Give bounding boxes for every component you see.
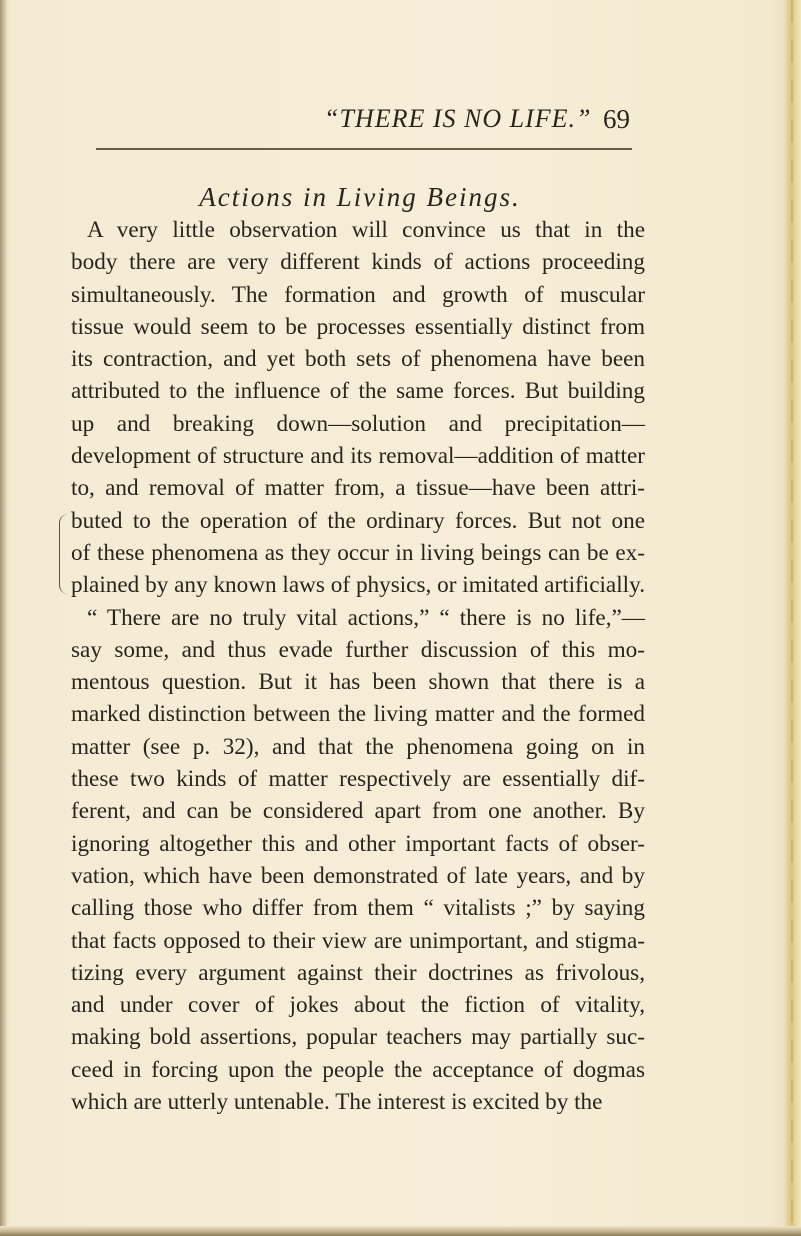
text-line: up and breaking down—solution and precipitation— [71, 410, 645, 437]
text-line: matter (see p. 32), and that the phenomena going on in [71, 733, 645, 760]
text-line: plained by any known laws of physics, or imitated artificially. [71, 572, 645, 599]
text-line: mentous question. But it has been shown that there is a [71, 669, 645, 696]
text-line: vation, which have been demonstrated of late years, and by [71, 862, 645, 889]
page-fore-edge [783, 0, 801, 1236]
text-line: ignoring altogether this and other important facts of obser- [71, 830, 645, 857]
text-line: “ There are no truly vital actions,” “ there is no life,”— [87, 604, 645, 631]
text-line: these two kinds of matter respectively are essentially dif- [71, 766, 645, 793]
text-line: making bold assertions, popular teachers may partially suc- [71, 1024, 645, 1051]
text-line: buted to the operation of the ordinary forces. But not one [71, 507, 645, 534]
header-rule [96, 148, 632, 150]
text-line: ferent, and can be considered apart from one another. By [71, 798, 645, 825]
margin-pencil-mark [59, 514, 68, 594]
page-bottom-edge [0, 1226, 801, 1236]
text-line: development of structure and its removal—addition of matter [71, 443, 645, 470]
text-line: say some, and thus evade further discussion of this mo- [71, 636, 645, 663]
text-line: body there are very different kinds of actions proceeding [71, 249, 645, 276]
body-text [71, 214, 645, 1118]
text-line: tissue would seem to be processes essentially distinct from [71, 313, 645, 340]
text-line: A very little observation will convince us that in the [87, 217, 645, 243]
section-heading: Actions in Living Beings. [199, 182, 521, 212]
page-number: 69 [603, 104, 630, 134]
text-line: that facts opposed to their view are unimportant, and stigma- [71, 927, 645, 954]
text-line: ceed in forcing upon the people the acceptance of dogmas [71, 1056, 645, 1083]
text-line: marked distinction between the living matter and the formed [71, 701, 645, 728]
text-line: of these phenomena as they occur in living beings can be ex- [71, 539, 645, 566]
text-line: attributed to the influence of the same forces. But building [71, 378, 645, 405]
text-line: calling those who differ from them “ vitalists ;” by saying [71, 895, 645, 922]
text-line: its contraction, and yet both sets of phenomena have been [71, 346, 645, 373]
text-line: and under cover of jokes about the fiction of vitality, [71, 992, 645, 1019]
running-head [96, 104, 656, 144]
text-line: to, and removal of matter from, a tissue—have been attri- [71, 475, 645, 502]
text-line: which are utterly untenable. The interest is excited by the [71, 1089, 603, 1116]
running-title: “THERE IS NO LIFE.” [324, 104, 592, 133]
text-line: tizing every argument against their doctrines as frivolous, [71, 959, 645, 986]
text-line: simultaneously. The formation and growth of muscular [71, 281, 645, 308]
